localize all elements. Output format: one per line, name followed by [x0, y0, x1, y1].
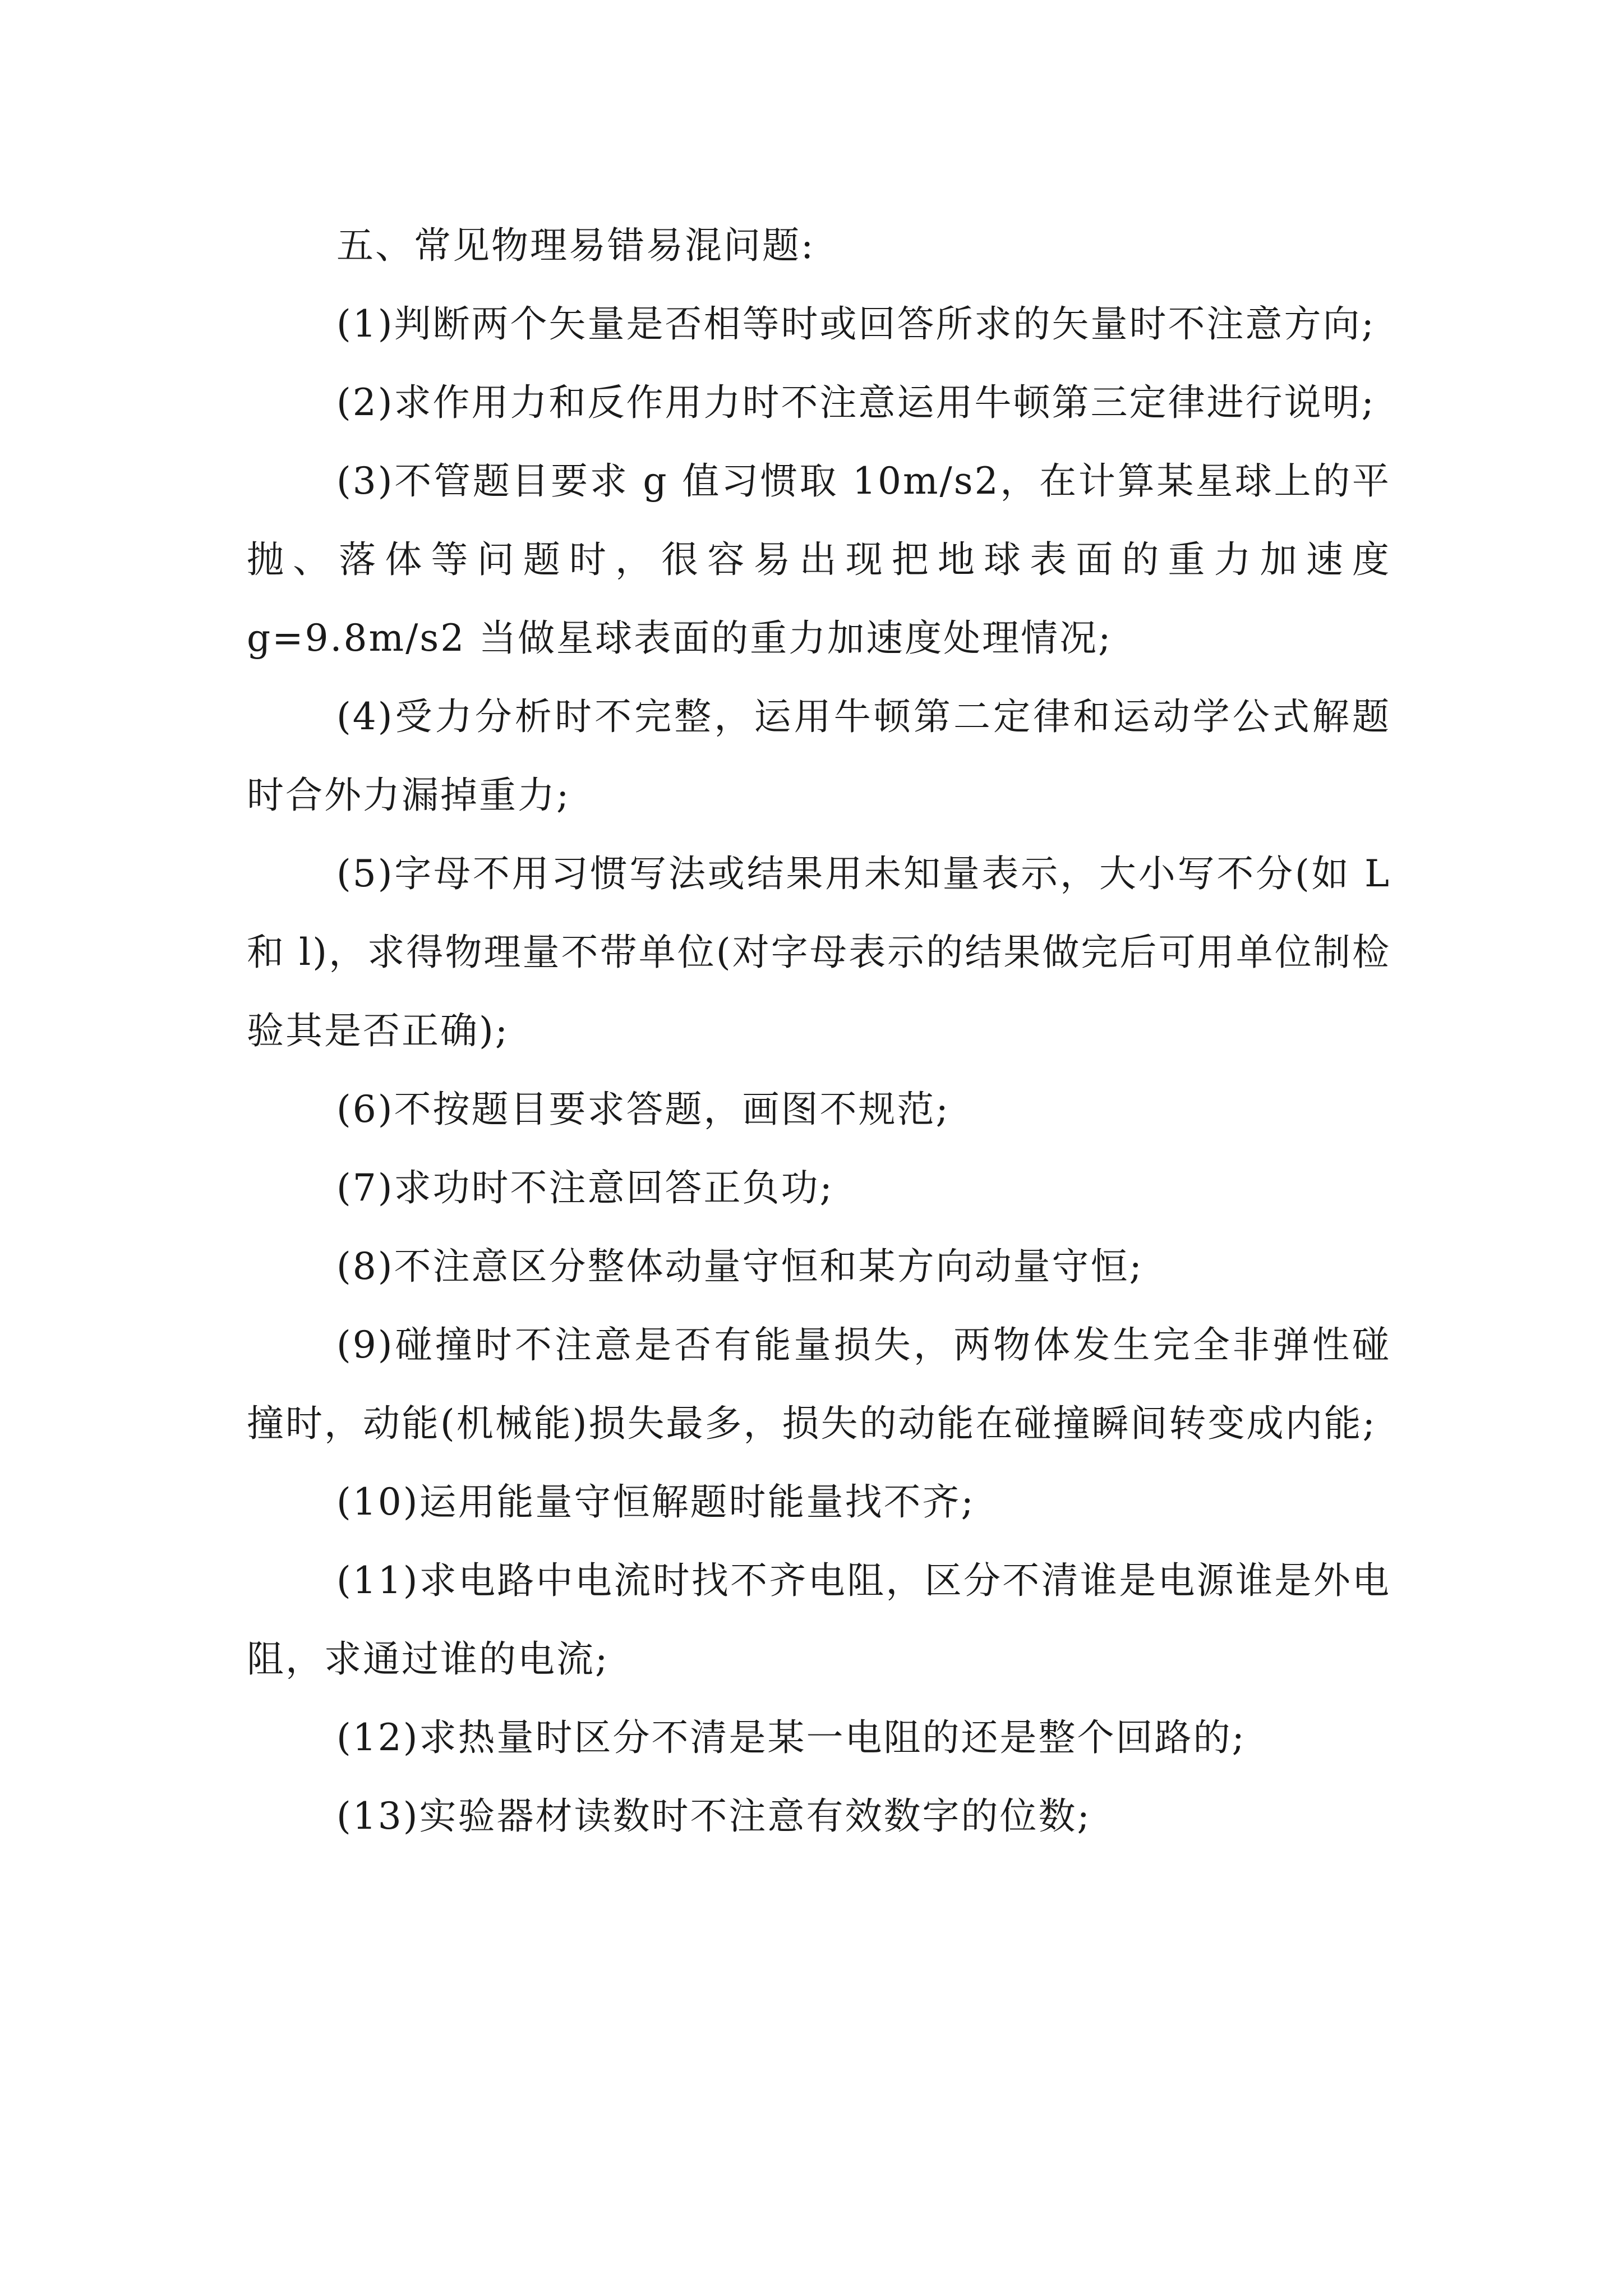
list-item-13: (13)实验器材读数时不注意有效数字的位数;: [336, 1795, 1091, 1838]
list-item-10: (10)运用能量守恒解题时能量找不齐;: [336, 1480, 975, 1524]
list-item-11: (11)求电路中电流时找不齐电阻，区分不清谁是电源谁是外电阻，求通过谁的电流;: [247, 1559, 1391, 1681]
list-item-1: (1)判断两个矢量是否相等时或回答所求的矢量时不注意方向;: [336, 302, 1376, 346]
list-item-3: (3)不管题目要求 g 值习惯取 10m/s2，在计算某星球上的平抛、落体等问题时，很容易出现把地球表面的重力加速度 g=9.8m/s2 当做星球表面的重力加速度处理情况;: [247, 459, 1391, 660]
list-item-8: (8)不注意区分整体动量守恒和某方向动量守恒;: [336, 1245, 1144, 1288]
list-item-6: (6)不按题目要求答题，画图不规范;: [336, 1088, 950, 1131]
list-item-2: (2)求作用力和反作用力时不注意运用牛顿第三定律进行说明;: [336, 381, 1376, 424]
list-item-12: (12)求热量时区分不清是某一电阻的还是整个回路的;: [336, 1716, 1246, 1759]
list-item-5: (5)字母不用习惯写法或结果用未知量表示，大小写不分(如 L 和 l)，求得物理量不带单位(对字母表示的结果做完后可用单位制检验其是否正确);: [247, 852, 1391, 1052]
list-item-9: (9)碰撞时不注意是否有能量损失，两物体发生完全非弹性碰撞时，动能(机械能)损失最多，损失的动能在碰撞瞬间转变成内能;: [247, 1323, 1391, 1445]
document-body: [247, 206, 1391, 1856]
list-item-4: (4)受力分析时不完整，运用牛顿第二定律和运动学公式解题时合外力漏掉重力;: [247, 695, 1391, 817]
section-heading: 五、常见物理易错易混问题:: [336, 224, 815, 267]
list-item-7: (7)求功时不注意回答正负功;: [336, 1166, 834, 1209]
